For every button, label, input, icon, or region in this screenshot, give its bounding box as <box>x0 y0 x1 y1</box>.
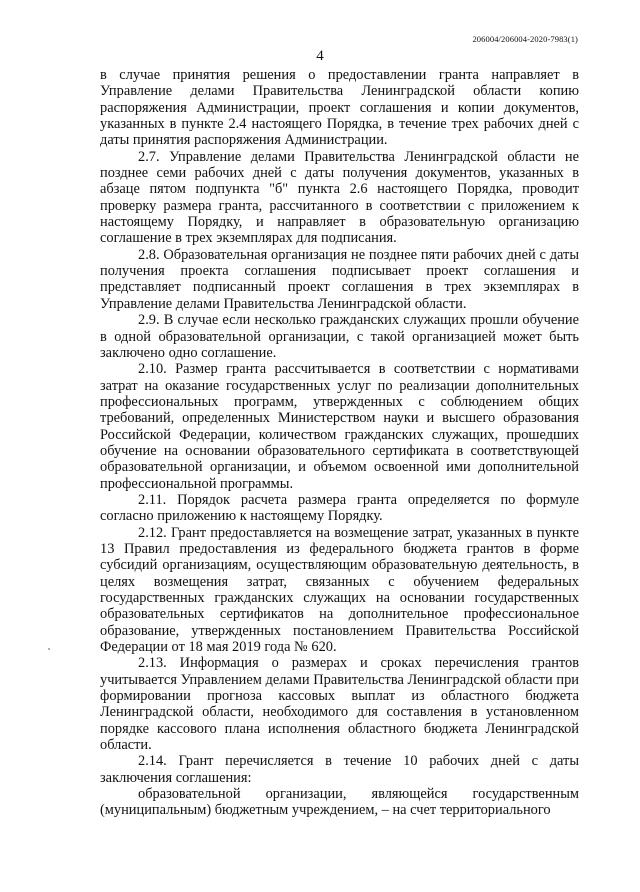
document-body <box>100 67 579 819</box>
paragraph-2-14-item: образовательной организации, являющейся государственным (муниципальным) бюджетным учреждением, – на счет территориального <box>100 786 579 819</box>
paragraph-2-13: 2.13. Информация о размерах и сроках перечисления грантов учитывается Управлением делами Правительства Ленинградской области при формировании прогноза кассовых выплат из областного бюджета Ленинградской области, необходимого для составления в установленном порядке кассового плана исполнения областного бюджета Ленинградской области. <box>100 655 579 754</box>
paragraph-2-11: 2.11. Порядок расчета размера гранта определяется по формуле согласно приложению к настоящему Порядку. <box>100 491 579 525</box>
paragraph-2-9: 2.9. В случае если несколько гражданских служащих прошли обучение в одной образовательной организации, с такой организацией может быть заключено одно соглашение. <box>100 312 579 361</box>
paragraph-2-12: 2.12. Грант предоставляется на возмещение затрат, указанных в пункте 13 Правил предоставления из федерального бюджета грантов в форме субсидий организациям, осуществляющим образовательную деятельность, в целях возмещения затрат, связанных с обучением федеральных государственных гражданских служащих на основании государственных образовательных сертификатов на дополнительное профессиональное образование, утвержденных постановлением Правительства Российской Федерации от 18 мая 2019 года № 620. <box>100 524 579 656</box>
paragraph-2-14: 2.14. Грант перечисляется в течение 10 рабочих дней с даты заключения соглашения: <box>100 753 579 786</box>
scan-speck <box>48 648 50 650</box>
paragraph-2-10: 2.10. Размер гранта рассчитывается в соответствии с нормативами затрат на оказание государственных услуг по реализации дополнительных профессиональных программ, утвержденных с соблюдением общих требований, определенных Министерством науки и высшего образования Российской Федерации, количеством гражданских служащих, прошедших обучение на основании образовательного сертификата в соответствующей образовательной организации, и объемом освоенной ими дополнительной профессиональной программы. <box>100 361 579 492</box>
paragraph-2-8: 2.8. Образовательная организация не позднее пяти рабочих дней с даты получения проекта соглашения подписывает проект соглашения и представляет подписанный проект соглашения в трех экземплярах в Управление делами Правительства Ленинградской области. <box>100 246 579 312</box>
paragraph-2-6-continuation: в случае принятия решения о предоставлении гранта направляет в Управление делами Правительства Ленинградской области копию распоряжения Администрации, проект соглашения и копии документов, указанных в пункте 2.4 настоящего Порядка, в течение трех рабочих дней с даты принятия распоряжения Администрации. <box>100 67 579 149</box>
document-id: 206004/206004-2020-7983(1) <box>472 34 578 44</box>
paragraph-2-7: 2.7. Управление делами Правительства Ленинградской области не позднее семи рабочих дней с даты получения документов, указанных в абзаце пятом подпункта "б" пункта 2.6 настоящего Порядка, проводит проверку размера гранта, рассчитанного в соответствии с приложением к настоящему Порядку, и направляет в образовательную организацию соглашение в трех экземплярах для подписания. <box>100 148 579 247</box>
page-number: 4 <box>316 48 324 64</box>
